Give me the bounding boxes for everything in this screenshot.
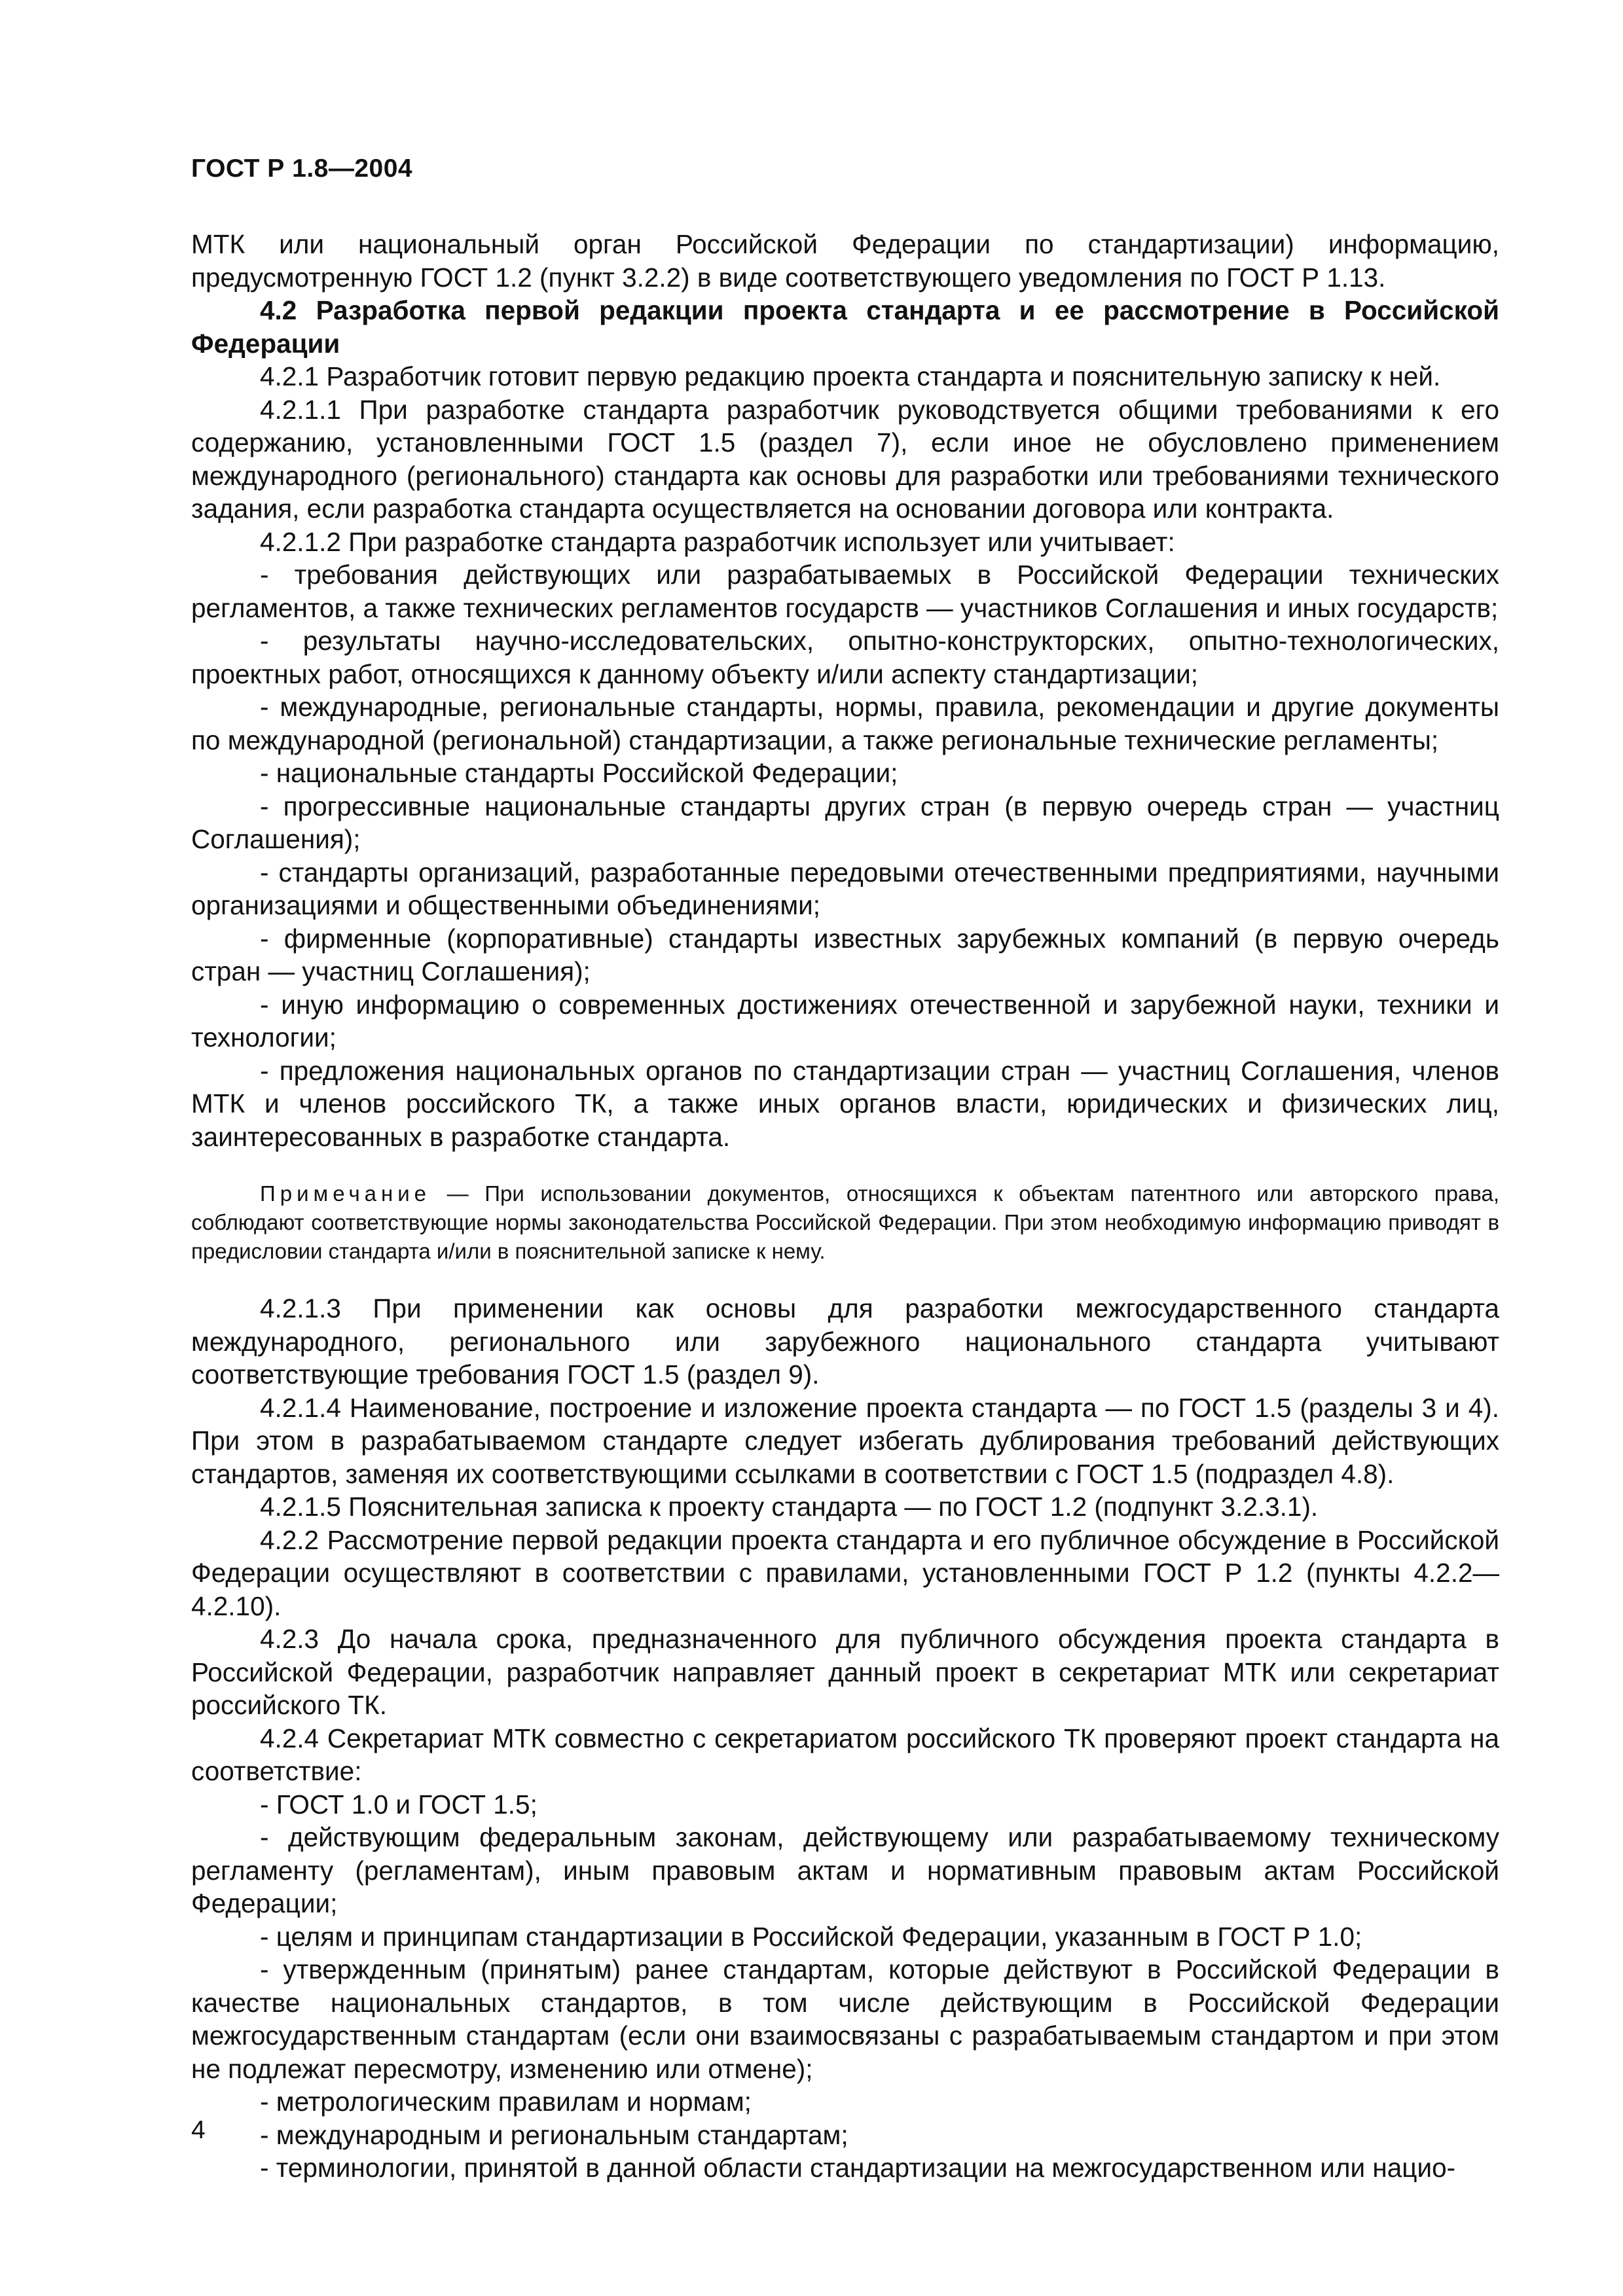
list-item: - национальные стандарты Российской Федерации; xyxy=(260,758,898,788)
paragraph-4-2-1-4: 4.2.1.4 Наименование, построение и изложение проекта стандарта — по ГОСТ 1.5 (разделы 3 и 4). При этом в разрабатываемом стандарте следует избегать дублирования требований действующих стандартов, заменяя их соответствующими ссылками в соответствии с ГОСТ 1.5 (подраздел 4.8). xyxy=(191,1392,1499,1489)
paragraph-continuation: МТК или национальный орган Российской Федерации по стандартизации) информацию, предусмотренную ГОСТ 1.2 (пункт 3.2.2) в виде соответствующего уведомления по ГОСТ Р 1.13. xyxy=(191,229,1499,293)
list-item: - прогрессивные национальные стандарты других стран (в первую очередь стран — участниц Соглашения); xyxy=(191,791,1499,854)
list-item: - требования действующих или разрабатываемых в Российской Федерации технических регламентов, а также технических регламентов государств — участников Соглашения и иных государств; xyxy=(191,560,1499,623)
list-item: - международным и региональным стандартам; xyxy=(260,2119,848,2150)
paragraph-4-2-4: 4.2.4 Секретариат МТК совместно с секретариатом российского ТК проверяют проект стандарта на соответствие: xyxy=(191,1723,1499,1786)
note-text: — При использовании документов, относящихся к объектам патентного или авторского права, соблюдают соответствующие нормы законодательства Российской Федерации. При этом необходимую информацию приводят в предисловии стандарта и/или в пояснительной записке к нему. xyxy=(191,1181,1499,1263)
note-block xyxy=(191,1179,1499,1266)
paragraph-4-2-3: 4.2.3 До начала срока, предназначенного для публичного обсуждения проекта стандарта в Российской Федерации, разработчик направляет данный проект в секретариат МТК или секретариат российского ТК. xyxy=(191,1624,1499,1720)
list-item: - фирменные (корпоративные) стандарты известных зарубежных компаний (в первую очередь стран — участниц Соглашения); xyxy=(191,923,1499,986)
list-item: - метрологическим правилам и нормам; xyxy=(260,2087,752,2117)
list-item: - утвержденным (принятым) ранее стандартам, которые действуют в Российской Федерации в качестве национальных стандартов, в том числе действующим в Российской Федерации межгосударственным стандартам (если они взаимосвязаны с разрабатываемым стандартом и при этом не подлежат пересмотру, изменению или отмене); xyxy=(191,1954,1499,2084)
list-item: - целям и принципам стандартизации в Российской Федерации, указанным в ГОСТ Р 1.0; xyxy=(260,1921,1362,1952)
document-id-header: ГОСТ Р 1.8—2004 xyxy=(191,154,413,183)
list-item: - международные, региональные стандарты, нормы, правила, рекомендации и другие документы по международной (региональной) стандартизации, а также региональные технические регламенты; xyxy=(191,692,1499,755)
list-item: - иную информацию о современных достижениях отечественной и зарубежной науки, техники и технологии; xyxy=(191,989,1499,1052)
list-item: - результаты научно-исследовательских, опытно-конструкторских, опытно-технологических, проектных работ, относящихся к данному объекту и/или аспекту стандартизации; xyxy=(191,626,1499,689)
list-item: - предложения национальных органов по стандартизации стран — участниц Соглашения, членов МТК и членов российского ТК, а также иных органов власти, юридических и физических лиц, заинтересованных в разработке стандарта. xyxy=(191,1055,1499,1152)
page-number: 4 xyxy=(191,2116,206,2144)
paragraph-4-2-1-2: 4.2.1.2 При разработке стандарта разработчик использует или учитывает: xyxy=(260,526,1175,557)
paragraph-4-2-1-5: 4.2.1.5 Пояснительная записка к проекту стандарта — по ГОСТ 1.2 (подпункт 3.2.3.1). xyxy=(260,1492,1319,1522)
list-item: - ГОСТ 1.0 и ГОСТ 1.5; xyxy=(260,1789,538,1820)
list-item: - действующим федеральным законам, действующему или разрабатываемому техническому регламенту (регламентам), иным правовым актам и нормативным правовым актам Российской Федерации; xyxy=(191,1822,1499,1918)
list-item: - стандарты организаций, разработанные передовыми отечественными предприятиями, научными организациями и общественными объединениями; xyxy=(191,857,1499,920)
list-item: - терминологии, принятой в данной области стандартизации на межгосударственном или нацио- xyxy=(260,2153,1456,2183)
section-heading: 4.2 Разработка первой редакции проекта стандарта и ее рассмотрение в Российской Федерации xyxy=(191,295,1499,359)
paragraph-4-2-1-3: 4.2.1.3 При применении как основы для разработки межгосударственного стандарта международного, регионального или зарубежного национального стандарта учитывают соответствующие требования ГОСТ 1.5 (раздел 9). xyxy=(191,1293,1499,1390)
paragraph-4-2-2: 4.2.2 Рассмотрение первой редакции проекта стандарта и его публичное обсуждение в Российской Федерации осуществляют в соответствии с правилами, установленными ГОСТ Р 1.2 (пункты 4.2.2—4.2.10). xyxy=(191,1524,1499,1621)
paragraph-4-2-1: 4.2.1 Разработчик готовит первую редакцию проекта стандарта и пояснительную записку к ней. xyxy=(260,361,1441,391)
paragraph-4-2-1-1: 4.2.1.1 При разработке стандарта разработчик руководствуется общими требованиями к его содержанию, установленными ГОСТ 1.5 (раздел 7), если иное не обусловлено применением международного (регионального) стандарта как основы для разработки или требованиями технического задания, если разработка стандарта осуществляется на основании договора или контракта. xyxy=(191,394,1499,524)
document-body xyxy=(191,228,1499,2185)
note-label: Примечание xyxy=(260,1181,431,1206)
